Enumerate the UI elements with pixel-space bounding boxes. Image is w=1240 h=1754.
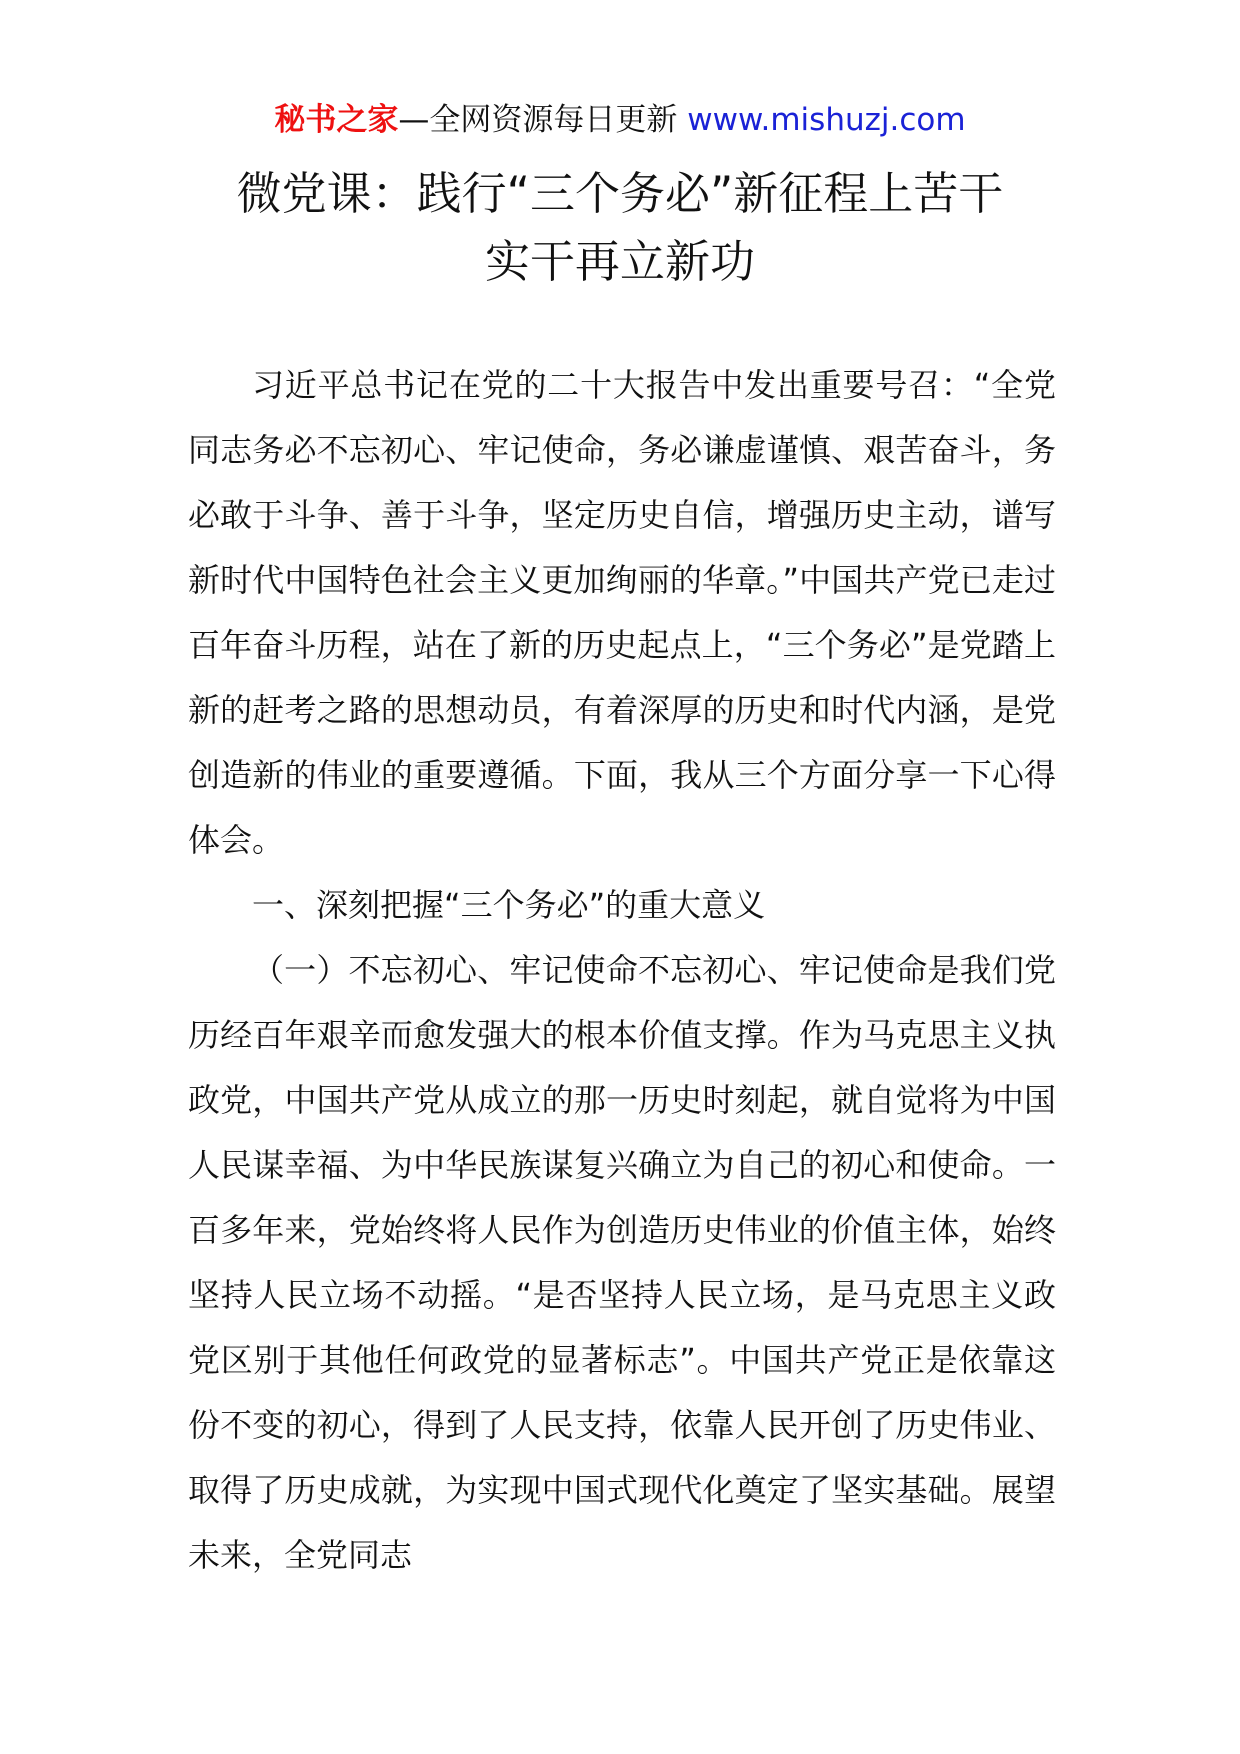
intro-paragraph: 习近平总书记在党的二十大报告中发出重要号召：“全党同志务必不忘初心、牢记使命，务必谦虚谨慎、艰苦奋斗，务必敢于斗争、善于斗争，坚定历史自信，增强历史主动，谱写新时代中国特色社会主义更加绚丽的华章。”中国共产党已走过百年奋斗历程，站在了新的历史起点上，“三个务必”是党踏上新的赶考之路的思想动员，有着深厚的历史和时代内涵，是党创造新的伟业的重要遵循。下面，我从三个方面分享一下心得体会。 xyxy=(188,366,1056,859)
article-body xyxy=(188,353,1056,1588)
section-heading: 一、深刻把握“三个务必”的重大意义 xyxy=(252,886,766,924)
page-title xyxy=(120,160,1120,296)
brand-name: 秘书之家 xyxy=(274,102,399,138)
header-tagline: —全网资源每日更新 xyxy=(398,102,678,138)
site-header xyxy=(0,98,1240,142)
site-url-link[interactable]: www.mishuzj.com xyxy=(687,102,966,138)
title-line-1: 微党课：践行“三个务必”新征程上苦干 xyxy=(236,167,1004,220)
subsection-paragraph: （一）不忘初心、牢记使命不忘初心、牢记使命是我们党历经百年艰辛而愈发强大的根本价值支撑。作为马克思主义执政党，中国共产党从成立的那一历史时刻起，就自觉将为中国人民谋幸福、为中华民族谋复兴确立为自己的初心和使命。一百多年来，党始终将人民作为创造历史伟业的价值主体，始终坚持人民立场不动摇。“是否坚持人民立场，是马克思主义政党区别于其他任何政党的显著标志”。中国共产党正是依靠这份不变的初心，得到了人民支持，依靠人民开创了历史伟业、取得了历史成就，为实现中国式现代化奠定了坚实基础。展望未来，全党同志 xyxy=(188,951,1056,1574)
title-line-2: 实干再立新功 xyxy=(484,235,755,288)
